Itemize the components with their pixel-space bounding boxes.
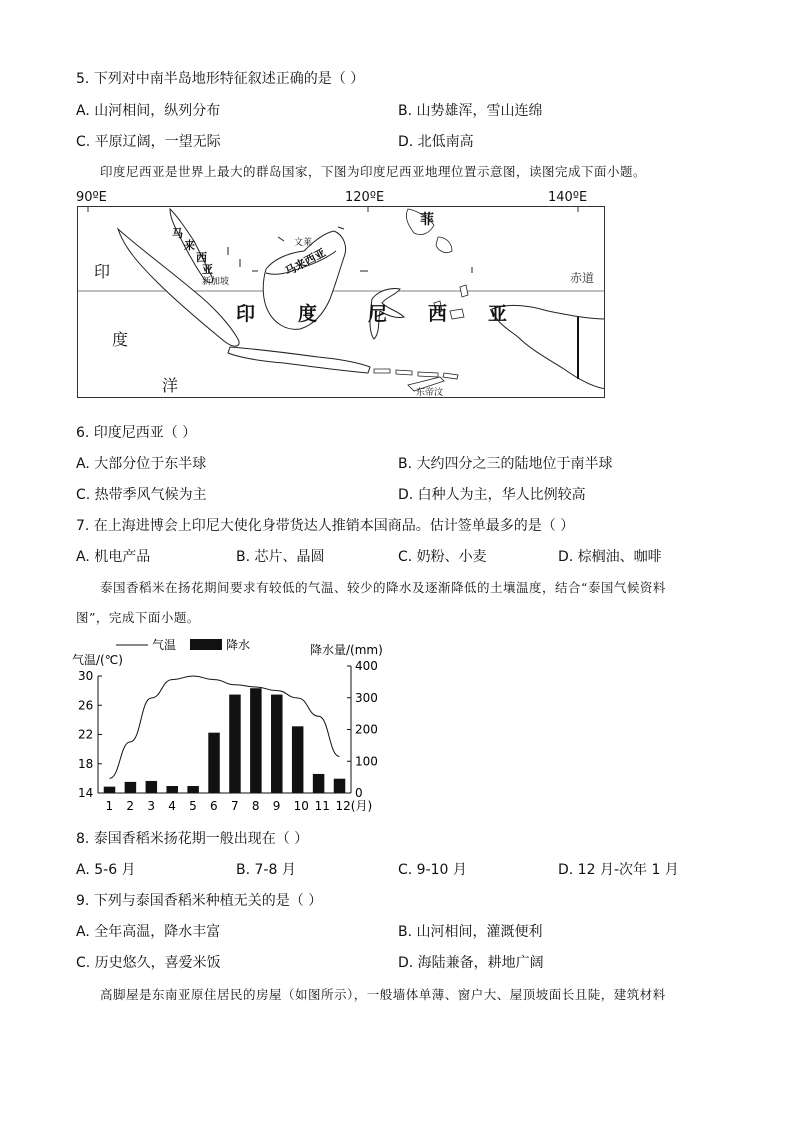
intro-stilt-house: 高脚屋是东南亚原住居民的房屋（如图所示），一般墙体单薄、窗户大、屋顶坡面长且陡，建筑材料 [100, 987, 666, 1002]
sumatra-shape [118, 229, 239, 346]
left-tick-label-3: 26 [78, 698, 94, 713]
java-shape [228, 347, 370, 373]
left-axis-title: 气温/(℃) [72, 653, 123, 667]
legend-temp-label: 气温 [152, 638, 177, 652]
x-tick-label-3: 3 [147, 799, 155, 813]
q8-option-c: C. 9-10 月 [398, 862, 467, 878]
map-label-ocean-2: 度 [112, 330, 129, 349]
lon-label-140: 140ºE [548, 190, 588, 205]
q7-stem: 7. 在上海进博会上印尼大使化身带货达人推销本国商品。估计签单最多的是（ ） [76, 518, 575, 534]
q9-option-c: C. 历史悠久，喜爱米饭 [76, 955, 221, 971]
left-tick-label-0: 14 [78, 786, 94, 800]
intro-indonesia: 印度尼西亚是世界上最大的群岛国家，下图为印度尼西亚地理位置示意图，读图完成下面小题。 [100, 164, 647, 179]
precip-bar-7 [229, 695, 241, 793]
x-tick-label-1: 1 [105, 799, 114, 813]
lon-label-90: 90ºE [76, 190, 107, 205]
map-label-malaysia-4: 亚 [202, 263, 213, 276]
precip-bar-10 [292, 726, 304, 793]
map-label-equator: 赤道 [570, 271, 595, 285]
q7-option-b: B. 芯片、晶圆 [236, 549, 325, 565]
temperature-line [110, 676, 340, 778]
map-label-east-timor: 东帝汶 [416, 388, 444, 398]
precip-bar-6 [208, 733, 220, 793]
q6-stem: 6. 印度尼西亚（ ） [76, 425, 197, 441]
intro-thai-rice-line1: 泰国香稻米在扬花期间要求有较低的气温、较少的降水及逐渐降低的土壤温度，结合“泰国气候资料 [100, 580, 666, 595]
x-tick-label-6: 6 [210, 799, 218, 813]
q5-option-a: A. 山河相间，纵列分布 [76, 103, 221, 119]
right-tick-label-3: 300 [355, 690, 378, 705]
right-tick-label-0: 0 [355, 786, 363, 800]
x-tick-label-8: 8 [251, 799, 260, 813]
q8-option-a: A. 5-6 月 [76, 862, 136, 878]
right-tick-label-1: 100 [355, 754, 378, 769]
q7-option-d: D. 棕榈油、咖啡 [558, 549, 662, 565]
right-axis-title: 降水量/(mm) [310, 643, 383, 657]
x-tick-label-4: 4 [168, 799, 176, 813]
q8-option-d: D. 12 月-次年 1 月 [558, 862, 679, 878]
map-svg [78, 207, 605, 398]
left-tick-label-2: 22 [78, 727, 94, 742]
q8-stem: 8. 泰国香稻米扬花期一般出现在（ ） [76, 831, 309, 847]
q8-option-b: B. 7-8 月 [236, 862, 296, 878]
q7-option-c: C. 奶粉、小麦 [398, 549, 487, 565]
q9-stem: 9. 下列与泰国香稻米种植无关的是（ ） [76, 893, 323, 909]
precip-bar-2 [125, 782, 137, 793]
precip-bar-8 [250, 688, 262, 793]
x-tick-label-12: 12(月) [335, 799, 373, 813]
q6-option-c: C. 热带季风气候为主 [76, 487, 207, 503]
map-label-malaysia-3: 西 [196, 251, 207, 264]
q9-option-d: D. 海陆兼备，耕地广阔 [398, 955, 544, 971]
precip-bar-3 [146, 781, 158, 793]
chart-marks [78, 659, 378, 813]
map-label-indonesia-3: 尼 [368, 303, 388, 325]
precip-bar-4 [166, 786, 178, 793]
x-tick-label-2: 2 [126, 799, 135, 813]
q6-option-b: B. 大约四分之三的陆地位于南半球 [398, 456, 613, 472]
left-tick-label-1: 18 [78, 756, 94, 771]
q5-option-b: B. 山势雄浑，雪山连绵 [398, 103, 543, 119]
x-tick-label-5: 5 [189, 799, 197, 813]
x-tick-label-10: 10 [293, 799, 309, 813]
precip-bar-12 [334, 779, 346, 793]
thailand-climate-chart [66, 636, 386, 816]
lesser-sunda-shape [374, 369, 458, 379]
precip-bar-1 [104, 787, 116, 793]
q6-option-d: D. 白种人为主，华人比例较高 [398, 487, 586, 503]
map-label-east-malaysia: 马来西亚 [282, 246, 328, 279]
q5-stem: 5. 下列对中南半岛地形特征叙述正确的是（ ） [76, 71, 365, 87]
q9-option-b: B. 山河相间，灌溉便利 [398, 924, 543, 940]
legend-precip-swatch [190, 639, 222, 650]
map-label-philippines: 菲 [420, 212, 434, 228]
map-label-indonesia-1: 印 [236, 303, 258, 325]
x-tick-label-11: 11 [314, 799, 330, 813]
q9-option-a: A. 全年高温，降水丰富 [76, 924, 221, 940]
new-guinea-shape [492, 305, 605, 389]
indonesia-map [77, 206, 605, 398]
map-label-indonesia-4: 西 [428, 303, 448, 325]
map-label-malaysia-2: 来 [184, 239, 195, 252]
q7-option-a: A. 机电产品 [76, 549, 151, 565]
precip-bar-9 [271, 695, 283, 793]
left-tick-label-4: 30 [78, 669, 94, 683]
map-label-ocean-1: 印 [94, 262, 111, 281]
q6-option-a: A. 大部分位于东半球 [76, 456, 207, 472]
precip-bar-11 [313, 774, 325, 793]
map-label-malaysia-1: 马 [172, 227, 183, 240]
legend-precip-label: 降水 [226, 638, 251, 652]
right-tick-label-4: 400 [355, 659, 378, 673]
q5-option-c: C. 平原辽阔，一望无际 [76, 134, 221, 150]
map-label-singapore: 新加坡 [202, 277, 230, 287]
precip-bar-5 [187, 786, 199, 793]
climate-chart-svg [66, 636, 386, 816]
lon-label-120: 120ºE [345, 190, 385, 205]
intro-thai-rice-line2: 图”，完成下面小题。 [76, 610, 200, 625]
map-label-indonesia-5: 亚 [488, 303, 508, 325]
right-tick-label-2: 200 [355, 722, 378, 737]
x-tick-label-9: 9 [272, 799, 281, 813]
x-tick-label-7: 7 [230, 799, 239, 813]
q5-option-d: D. 北低南高 [398, 134, 474, 150]
maritime-boundary-marks [228, 227, 472, 273]
map-label-indonesia-2: 度 [298, 303, 318, 325]
map-label-brunei: 文莱 [294, 238, 313, 248]
map-label-ocean-3: 洋 [162, 376, 179, 395]
